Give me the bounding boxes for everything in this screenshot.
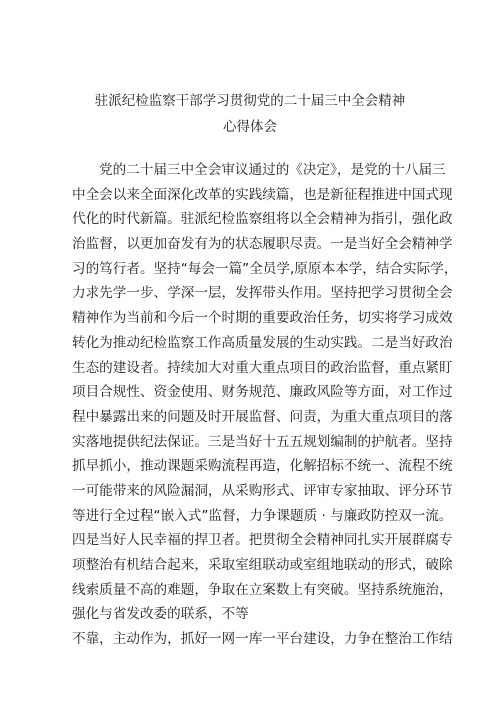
body-line: 实落地提供纪法保证。三是当好十五五规划编制的护航者。坚持	[72, 433, 453, 450]
document-title: 驻派纪检监察干部学习贯彻党的二十届三中全会精神	[94, 93, 406, 109]
body-line: 不靠，主动作为，抓好一网一库一平台建设，力争在整治工作结	[72, 631, 453, 648]
document-subtitle: 心得体会	[223, 119, 277, 135]
body-line: 一可能带来的风险漏洞，从采购形式、评审专家抽取、评分环节	[72, 482, 453, 499]
body-line: 项目合规性、资金使用、财务规范、廉政风险等方面，对工作过	[72, 384, 453, 401]
body-line: 线索质量不高的难题，争取在立案数上有突破。坚持系统施治，	[72, 581, 453, 598]
body-line: 程中暴露出来的问题及时开展监督、问责，为重大重点项目的落	[72, 408, 453, 425]
body-line: 生态的建设者。持续加大对重大重点项目的政治监督，重点紧盯	[72, 359, 453, 376]
body-line: 抓早抓小，推动课题采购流程再造，化解招标不统一、流程不统	[72, 458, 453, 475]
body-line: 代化的时代新篇。驻派纪检监察组将以全会精神为指引，强化政	[72, 211, 453, 228]
body-line: 治监督，以更加奋发有为的状态履职尽责。一是当好全会精神学	[72, 236, 453, 253]
body-line: 等进行全过程“嵌入式”监督，力争课题质 · 与廉政防控双一流。	[72, 507, 453, 524]
body-line: 四是当好人民幸福的捍卫者。把贯彻全会精神同扎实开展群腐专	[72, 532, 453, 549]
body-line: 项整治有机结合起来，采取室组联动或室组地联动的形式，破除	[72, 557, 453, 573]
body-line: 力求先学一步、学深一层，发挥带头作用。坚持把学习贯彻全会	[72, 285, 453, 302]
body-line: 强化与省发改委的联系，不等	[72, 606, 249, 623]
body-line: 精神作为当前和今后一个时期的重要政治任务，切实将学习成效	[72, 310, 453, 327]
body-line: 党的二十届三中全会审议通过的《决定》，是党的十八届三	[99, 162, 446, 178]
body-line: 中全会以来全面深化改革的实践续篇，也是新征程推进中国式现	[72, 186, 453, 203]
body-line: 习的笃行者。坚持“每会一篇”全员学,原原本本学，结合实际学，	[72, 260, 458, 277]
document-body	[72, 158, 458, 652]
body-line: 转化为推动纪检监察工作高质量发展的生动实践。二是当好政治	[72, 334, 453, 351]
